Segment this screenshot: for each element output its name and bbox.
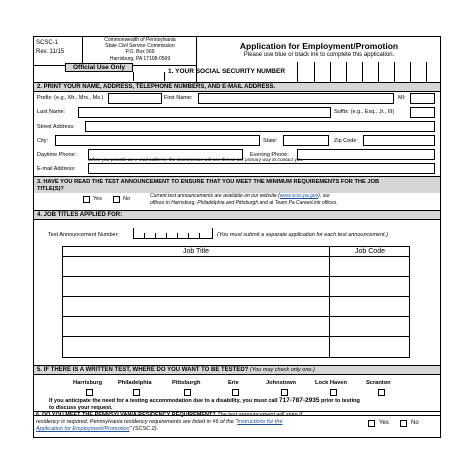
instructions-link[interactable]: Instructions for the <box>237 419 283 425</box>
agency-line: Commonwealth of Pennsylvania <box>104 37 176 43</box>
mi-label: MI: <box>398 95 406 101</box>
q3-yes-label: Yes <box>93 196 102 202</box>
accommodation-suffix: prior to testing <box>319 398 360 404</box>
q3-note <box>150 193 338 206</box>
q5-heading <box>34 366 440 374</box>
test-number-field[interactable] <box>133 228 213 239</box>
job-title-input[interactable] <box>64 338 328 357</box>
q3-no-checkbox[interactable] <box>113 196 120 203</box>
location-checkbox-lock-haven[interactable] <box>330 389 337 396</box>
q3-no-label: No <box>123 196 131 202</box>
q6-bottom-line <box>33 437 441 438</box>
job-title-input[interactable] <box>64 258 328 275</box>
last-name-input[interactable] <box>78 107 331 118</box>
table-row-line <box>62 336 410 337</box>
q2-heading-text: 2. PRINT YOUR NAME, ADDRESS, TELEPHONE NUMBERS, AND E-MAIL ADDRESS. <box>37 84 276 90</box>
agency-address <box>84 37 196 62</box>
accommodation-line2: to discuss your request. <box>49 405 113 411</box>
form-instructions: Please use blue or black ink to complete this application. <box>243 52 395 58</box>
q3-note-line2: offices in Harrisburg, Philadelphia and Pittsburgh and at Team Pa CareerLink offices. <box>150 199 338 206</box>
email-label: E-mail Address: <box>37 166 76 172</box>
form-revision: Rev. 11/15 <box>36 49 65 55</box>
suffix-input[interactable] <box>410 107 435 118</box>
q2-heading <box>34 83 440 91</box>
job-code-input[interactable] <box>331 258 408 275</box>
location-label-erie: Erie <box>228 380 239 386</box>
suffix-label: Suffix: (e.g., Esq., Jr., III) <box>334 109 395 115</box>
q4-heading-text: 4. JOB TITLES APPLIED FOR: <box>37 212 123 218</box>
mi-input[interactable] <box>410 93 435 104</box>
agency-line: P.O. Box 569 <box>125 49 155 56</box>
location-checkbox-philadelphia[interactable] <box>133 389 140 396</box>
location-checkbox-scranton[interactable] <box>378 389 385 396</box>
table-header-line <box>62 256 410 257</box>
location-label-philadelphia: Philadelphia <box>118 380 152 386</box>
zip-input[interactable] <box>363 135 435 146</box>
q5-heading-text: 5. IF THERE IS A WRITTEN TEST, WHERE DO YOU WANT TO BE TESTED? <box>37 367 249 373</box>
q4-line <box>33 219 441 220</box>
state-input[interactable] <box>283 135 329 146</box>
job-title-input[interactable] <box>64 318 328 335</box>
city-input[interactable] <box>55 135 260 146</box>
location-checkbox-erie[interactable] <box>232 389 239 396</box>
q6-yes-checkbox[interactable] <box>368 420 375 427</box>
job-code-input[interactable] <box>331 338 408 357</box>
form-code-block <box>36 40 82 55</box>
table-col-divider <box>329 246 330 358</box>
q6-line2: residency is required. Pennsylvania residency requirements are listed in #6 of the " <box>36 419 238 425</box>
location-checkbox-pittsburgh[interactable] <box>184 389 191 396</box>
daytime-phone-label: Daytime Phone: <box>37 152 77 158</box>
job-title-input[interactable] <box>64 298 328 315</box>
job-code-input[interactable] <box>331 278 408 295</box>
q6-no-label: No <box>411 420 419 426</box>
q6-no-checkbox[interactable] <box>400 420 407 427</box>
location-label-pittsburgh: Pittsburgh <box>172 380 201 386</box>
q5-line <box>33 374 441 375</box>
prefix-input[interactable] <box>108 93 162 104</box>
prefix-label: Prefix: (e.g., Mr., Mrs., Ms.) <box>37 95 104 101</box>
q2-line <box>33 91 441 92</box>
job-title-header: Job Title <box>182 248 210 255</box>
job-code-input[interactable] <box>331 318 408 335</box>
ssn-field[interactable] <box>297 62 442 82</box>
street-label: Street Address: <box>37 124 75 130</box>
frame-left-ext <box>33 411 34 438</box>
scsc-website-link[interactable]: www.scsc.pa.gov <box>279 193 319 199</box>
location-checkbox-harrisburg[interactable] <box>86 389 93 396</box>
q5-heading-note: (You may check only one.) <box>250 367 315 373</box>
job-code-input[interactable] <box>331 298 408 315</box>
q4-heading <box>34 211 440 219</box>
test-number-label: Test Announcement Number: <box>48 232 119 238</box>
last-name-label: Last Name: <box>37 109 66 115</box>
zip-label: Zip Code: <box>334 138 358 144</box>
q3-heading-line2: TITLE(S)? <box>37 186 64 192</box>
first-name-label: First Name: <box>164 95 193 101</box>
location-label-harrisburg: Harrisburg <box>73 380 103 386</box>
form-code: SCSC-1 <box>36 40 59 46</box>
table-row-line <box>62 316 410 317</box>
first-name-input[interactable] <box>198 93 394 104</box>
ssn-label: 1. YOUR SOCIAL SECURITY NUMBER <box>168 68 286 75</box>
job-title-input[interactable] <box>64 278 328 295</box>
q6-yes-label: Yes <box>379 420 389 426</box>
q3-note-prefix: Current test announcements are available on our website ( <box>150 193 280 199</box>
email-input[interactable] <box>88 163 435 174</box>
street-input[interactable] <box>85 121 435 132</box>
instructions-link-2[interactable]: Application for Employment/Promotion <box>36 426 130 432</box>
q6-heading-italic: The test announcement will state if <box>215 412 302 418</box>
table-row-line <box>62 276 410 277</box>
official-use-divider <box>164 72 165 81</box>
city-label: City: <box>37 138 48 144</box>
q3-heading-line1: 3. HAVE YOU READ THE TEST ANNOUNCEMENT TO ENSURE THAT YOU MEET THE MINIMUM REQUIREMENTS FOR THE JOB <box>37 179 380 185</box>
job-code-header: Job Code <box>355 248 385 255</box>
official-use-box <box>65 63 133 72</box>
q6-heading <box>36 412 336 433</box>
q6-heading-bold: 6. DO YOU MEET THE PENNSYLVANIA RESIDENCY REQUIREMENT? <box>36 412 216 418</box>
accommodation-prefix: If you anticipate the need for a testing accommodation due to a disability, you must call <box>49 398 280 404</box>
evening-phone-input[interactable] <box>297 149 435 160</box>
table-row-line <box>62 296 410 297</box>
test-number-note: (You must submit a separate application for each test announcement.) <box>217 232 388 238</box>
official-use-label: Official Use Only <box>72 64 126 71</box>
location-label-lock-haven: Lock Haven <box>315 380 347 386</box>
header-divider-1 <box>82 36 83 65</box>
evening-phone-label: Evening Phone: <box>250 152 289 158</box>
q3-yes-checkbox[interactable] <box>83 196 90 203</box>
frame-right-ext <box>440 411 441 438</box>
agency-line: State Civil Service Commission <box>105 43 175 50</box>
form-title: Application for Employment/Promotion <box>239 41 399 51</box>
q3-note-suffix: ), our <box>318 193 330 199</box>
q6-line3-suffix: " (SCSC 2). <box>129 426 159 432</box>
location-label-scranton: Scranton <box>366 380 391 386</box>
location-checkbox-johnstown[interactable] <box>281 389 288 396</box>
email-note: When you provide an e-mail address, the Commission will use this as our primary way to contact you. <box>88 158 304 163</box>
state-label: State: <box>263 138 278 144</box>
accommodation-phone: 717-787-2935 <box>279 397 320 404</box>
accommodation-text <box>49 397 439 412</box>
official-use-divider <box>133 72 134 81</box>
agency-line: Harrisburg, PA 17108-0569 <box>109 55 171 62</box>
location-label-johnstown: Johnstown <box>266 380 297 386</box>
